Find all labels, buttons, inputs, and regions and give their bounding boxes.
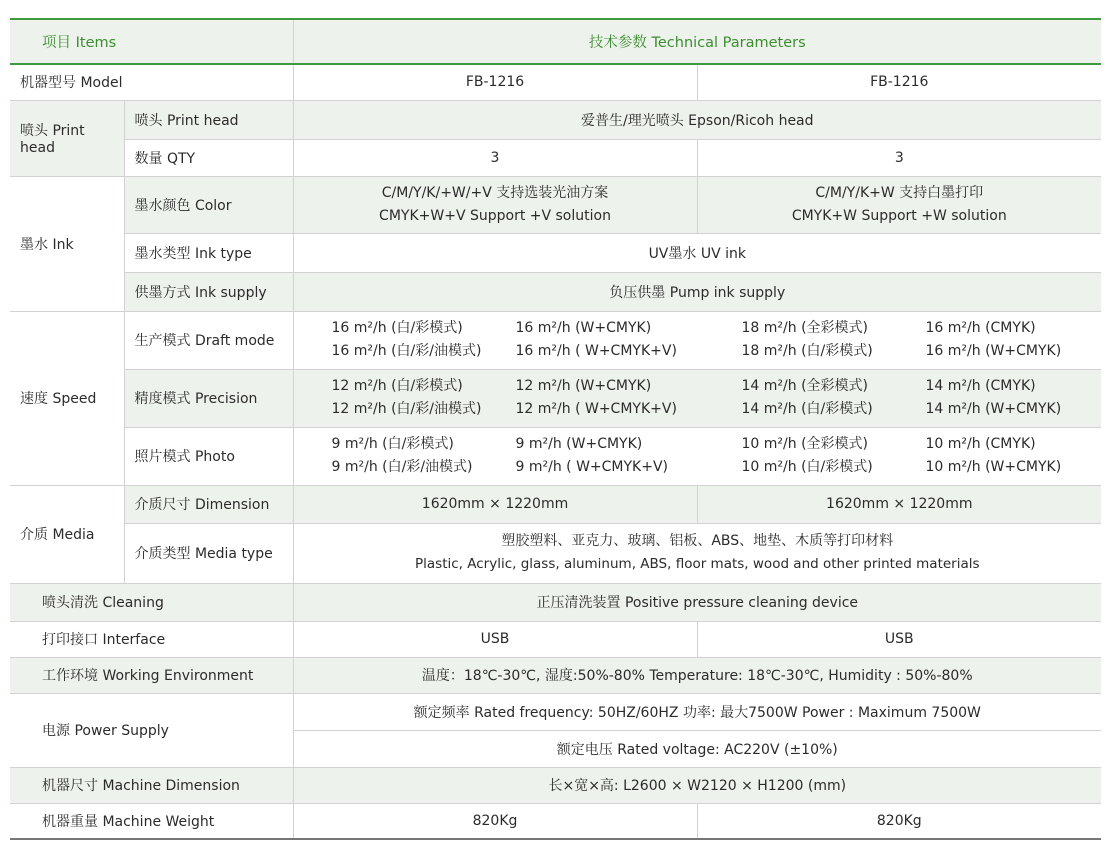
ink-color-left — [293, 176, 697, 233]
media-type-value — [293, 523, 1101, 583]
speed-label-draft: 生产模式 Draft mode — [124, 311, 293, 369]
model-row — [10, 64, 1101, 100]
power-label: 电源 Power Supply — [10, 693, 293, 767]
speed-row-photo — [10, 427, 1101, 485]
power-freq-value: 额定频率 Rated frequency: 50HZ/60HZ 功率: 最大7500W Power : Maximum 7500W — [293, 693, 1101, 730]
media-dim-right: 1620mm × 1220mm — [697, 485, 1101, 523]
speed-cell: 12 m²/h (白/彩/油模式) — [331, 401, 482, 417]
cleaning-row — [10, 583, 1101, 621]
ink-color-right-line2: CMYK+W Support +W solution — [791, 207, 1007, 224]
dimension-value: 长×宽×高: L2600 × W2120 × H1200 (mm) — [293, 767, 1101, 803]
print-head-label: 喷头 Print head — [124, 100, 293, 139]
ink-color-row — [10, 176, 1101, 233]
qty-right: 3 — [697, 139, 1101, 176]
ink-type-row — [10, 233, 1101, 272]
ink-supply-row — [10, 272, 1101, 311]
power-freq-row — [10, 693, 1101, 730]
interface-label: 打印接口 Interface — [10, 621, 293, 657]
media-dim-label: 介质尺寸 Dimension — [124, 485, 293, 523]
speed-row-draft — [10, 311, 1101, 369]
ink-type-value: UV墨水 UV ink — [293, 233, 1101, 272]
speed-cell: 18 m²/h (白/彩模式) — [741, 343, 873, 359]
interface-right: USB — [697, 621, 1101, 657]
ink-supply-value: 负压供墨 Pump ink supply — [293, 272, 1101, 311]
speed-row-precision — [10, 369, 1101, 427]
dimension-row — [10, 767, 1101, 803]
weight-right: 820Kg — [697, 803, 1101, 839]
header-row — [10, 19, 1101, 64]
speed-cell: 16 m²/h (白/彩/油模式) — [331, 343, 482, 359]
print-head-group: 喷头 Print head — [10, 100, 124, 176]
print-head-row — [10, 100, 1101, 139]
speed-values-photo — [293, 427, 1101, 485]
speed-cell: 10 m²/h (CMYK) — [925, 436, 1036, 452]
speed-cell: 12 m²/h (W+CMYK) — [515, 378, 652, 394]
speed-cell: 14 m²/h (CMYK) — [925, 378, 1036, 394]
speed-cell: 10 m²/h (W+CMYK) — [925, 459, 1062, 475]
qty-left: 3 — [293, 139, 697, 176]
weight-label: 机器重量 Machine Weight — [10, 803, 293, 839]
media-type-label: 介质类型 Media type — [124, 523, 293, 583]
ink-color-right — [697, 176, 1101, 233]
speed-cell: 14 m²/h (全彩模式) — [741, 378, 868, 394]
speed-cell: 16 m²/h (W+CMYK) — [925, 343, 1062, 359]
speed-values-draft — [293, 311, 1101, 369]
speed-cell: 14 m²/h (白/彩模式) — [741, 401, 873, 417]
environment-value: 温度：18℃-30℃, 湿度:50%-80% Temperature: 18℃-30℃, Humidity : 50%-80% — [293, 657, 1101, 693]
dimension-label: 机器尺寸 Machine Dimension — [10, 767, 293, 803]
speed-group: 速度 Speed — [10, 311, 124, 485]
media-type-en: Plastic, Acrylic, glass, aluminum, ABS, floor mats, wood and other printed materials — [415, 556, 980, 572]
speed-cell: 12 m²/h (白/彩模式) — [331, 378, 463, 394]
speed-cell: 9 m²/h ( W+CMYK+V) — [515, 459, 669, 475]
cleaning-label: 喷头清洗 Cleaning — [10, 583, 293, 621]
power-voltage-value: 额定电压 Rated voltage: AC220V (±10%) — [293, 730, 1101, 767]
speed-cell: 9 m²/h (白/彩/油模式) — [331, 459, 473, 475]
interface-row — [10, 621, 1101, 657]
model-label: 机器型号 Model — [10, 64, 293, 100]
speed-cell: 12 m²/h ( W+CMYK+V) — [515, 401, 677, 417]
speed-cell: 16 m²/h (白/彩模式) — [331, 320, 463, 336]
spec-table — [10, 18, 1101, 840]
qty-row — [10, 139, 1101, 176]
model-left: FB-1216 — [293, 64, 697, 100]
speed-cell: 16 m²/h (CMYK) — [925, 320, 1036, 336]
speed-cell: 16 m²/h ( W+CMYK+V) — [515, 343, 677, 359]
speed-cell: 9 m²/h (白/彩模式) — [331, 436, 454, 452]
speed-label-photo: 照片模式 Photo — [124, 427, 293, 485]
speed-cell: 10 m²/h (白/彩模式) — [741, 459, 873, 475]
environment-row — [10, 657, 1101, 693]
speed-cell: 16 m²/h (W+CMYK) — [515, 320, 652, 336]
media-type-row — [10, 523, 1101, 583]
speed-cell: 9 m²/h (W+CMYK) — [515, 436, 643, 452]
cleaning-value: 正压清洗装置 Positive pressure cleaning device — [293, 583, 1101, 621]
qty-label: 数量 QTY — [124, 139, 293, 176]
ink-color-right-line1: C/M/Y/K+W 支持白墨打印 — [815, 184, 984, 201]
weight-left: 820Kg — [293, 803, 697, 839]
speed-cell: 10 m²/h (全彩模式) — [741, 436, 868, 452]
environment-label: 工作环境 Working Environment — [10, 657, 293, 693]
ink-color-left-line2: CMYK+W+V Support +V solution — [379, 207, 611, 224]
header-params: 技术参数 Technical Parameters — [293, 19, 1101, 64]
media-dim-row — [10, 485, 1101, 523]
media-type-cn: 塑胶塑料、亚克力、玻璃、铝板、ABS、地垫、木质等打印材料 — [501, 533, 894, 549]
ink-type-label: 墨水类型 Ink type — [124, 233, 293, 272]
ink-color-label: 墨水颜色 Color — [124, 176, 293, 233]
speed-label-precision: 精度模式 Precision — [124, 369, 293, 427]
ink-color-left-line1: C/M/Y/K/+W/+V 支持选装光油方案 — [381, 184, 609, 201]
speed-cell: 14 m²/h (W+CMYK) — [925, 401, 1062, 417]
media-group: 介质 Media — [10, 485, 124, 583]
speed-values-precision — [293, 369, 1101, 427]
ink-supply-label: 供墨方式 Ink supply — [124, 272, 293, 311]
model-right: FB-1216 — [697, 64, 1101, 100]
header-items: 项目 Items — [10, 19, 293, 64]
weight-row — [10, 803, 1101, 839]
speed-cell: 18 m²/h (全彩模式) — [741, 320, 868, 336]
interface-left: USB — [293, 621, 697, 657]
ink-group: 墨水 Ink — [10, 176, 124, 311]
print-head-value: 爱普生/理光喷头 Epson/Ricoh head — [293, 100, 1101, 139]
media-dim-left: 1620mm × 1220mm — [293, 485, 697, 523]
